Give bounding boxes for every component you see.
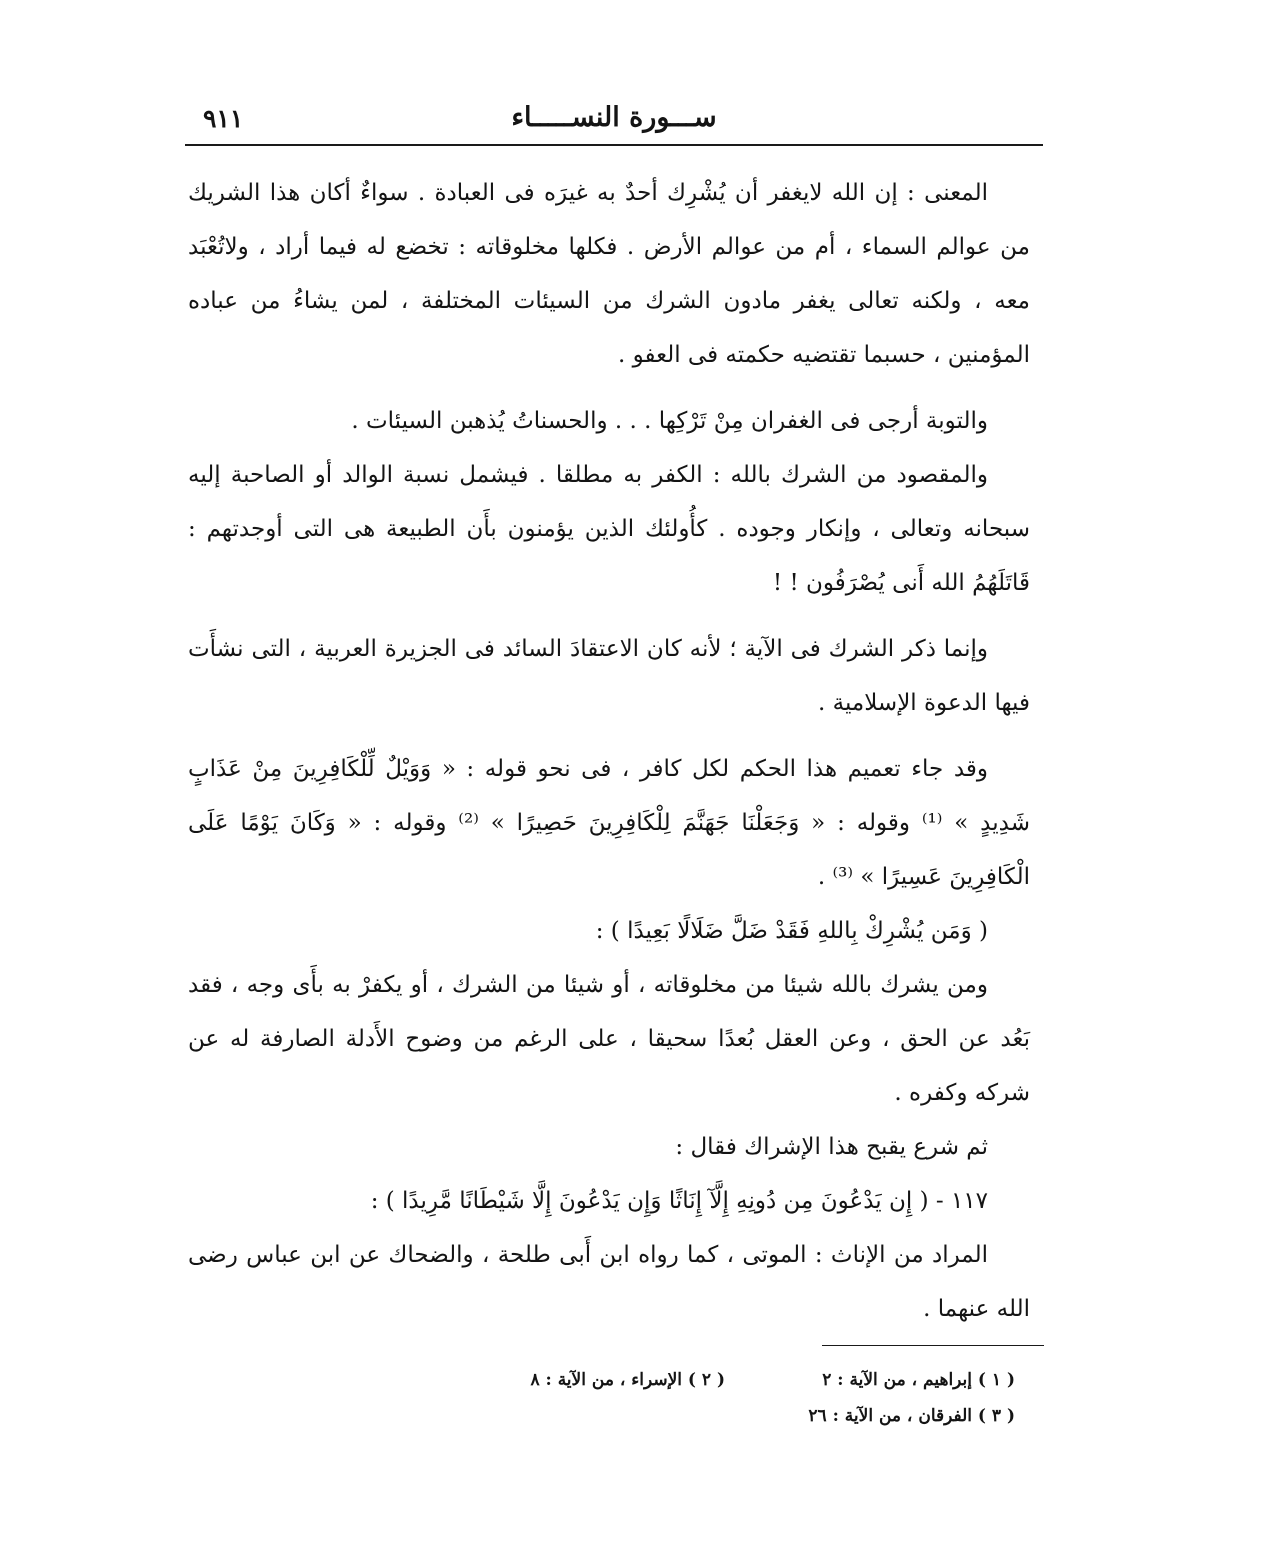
footnote-divider — [822, 1345, 1044, 1346]
footnote-row — [380, 1362, 1015, 1398]
paragraph-females-meaning: المراد من الإناث : الموتى ، كما رواه ابن أَبى طلحة ، والضحاك عن ابن عباس رضى الله عنهما . — [188, 1242, 1030, 1322]
paragraph-transition: ثم شرع يقبح هذا الإشراك فقال : — [675, 1134, 988, 1160]
paragraph-explanation: ومن يشرك بالله شيئا من مخلوقاته ، أو شيئا من الشرك ، أو يكفرْ به بأَى وجه ، فقد بَعُد عن الحق ، وعن العقل بُعدًا سحيقا ، على الرغم من وضوح الأَدلة الصارفة له عن شركه وكفره . — [188, 972, 1030, 1106]
verse-117: ١١٧ - ( إِن يَدْعُونَ مِن دُونِهِ إِلَّآ إِنَاثًا وَإِن يَدْعُونَ إِلَّا شَيْطَانًا مَّرِيدًا ) : — [370, 1188, 988, 1214]
footnotes — [380, 1362, 1015, 1434]
main-text — [188, 166, 1030, 1336]
footnote-1: ( ١ ) إبراهيم ، من الآية : ٢ — [822, 1370, 1015, 1390]
page-header — [185, 100, 1043, 140]
footnote-2: ( ٢ ) الإسراء ، من الآية : ٨ — [530, 1370, 725, 1390]
header-divider — [185, 144, 1043, 146]
surah-title: ســـورة النســـــاء — [511, 102, 717, 133]
paragraph-shirk-definition: والمقصود من الشرك بالله : الكفر به مطلقا . فيشمل نسبة الوالد أو الصاحبة إليه سبحانه وتعالى ، وإنكار وجوده . كأُولئك الذين يؤمنون بأَن الطبيعة هى التى أوجدتهم : قَاتَلَهُمُ الله أَنى يُصْرَفُون ! ! — [188, 462, 1030, 596]
paragraph-generalization: وقد جاء تعميم هذا الحكم لكل كافر ، فى نحو قوله : « وَوَيْلٌ لِّلْكَافِرِينَ مِنْ عَذَابٍ شَدِيدٍ » ⁽¹⁾ وقوله : « وَجَعَلْنَا جَهَنَّمَ لِلْكَافِرِينَ حَصِيرًا » ⁽²⁾ وقوله : « وَكَانَ يَوْمًا عَلَى الْكَافِرِينَ عَسِيرًا » ⁽³⁾ . — [188, 756, 1030, 890]
paragraph-repentance: والتوبة أرجى فى الغفران مِنْ تَرْكِها . . . والحسناتُ يُذهبن السيئات . — [351, 408, 988, 434]
verse-quote: ( وَمَن يُشْرِكْ بِاللهِ فَقَدْ ضَلَّ ضَلَالًا بَعِيدًا ) : — [595, 918, 988, 944]
paragraph-meaning: المعنى : إن الله لايغفر أن يُشْرِك أحدٌ به غيرَه فى العبادة . سواءٌ أكان هذا الشريك من عوالم السماء ، أم من عوالم الأرض . فكلها مخلوقاته : تخضع له فيما أراد ، ولاتُعْبَد معه ، ولكنه تعالى يغفر مادون الشرك من السيئات المختلفة ، لمن يشاءُ من عباده المؤمنين ، حسبما تقتضيه حكمته فى العفو . — [188, 180, 1030, 368]
footnote-row — [380, 1398, 1015, 1434]
page-number: ٩١١ — [203, 104, 244, 133]
footnote-3: ( ٣ ) الفرقان ، من الآية : ٢٦ — [808, 1406, 1015, 1426]
paragraph-shirk-reason: وإنما ذكر الشرك فى الآية ؛ لأنه كان الاعتقادَ السائد فى الجزيرة العربية ، التى نشأَت فيها الدعوة الإسلامية . — [188, 636, 1030, 716]
